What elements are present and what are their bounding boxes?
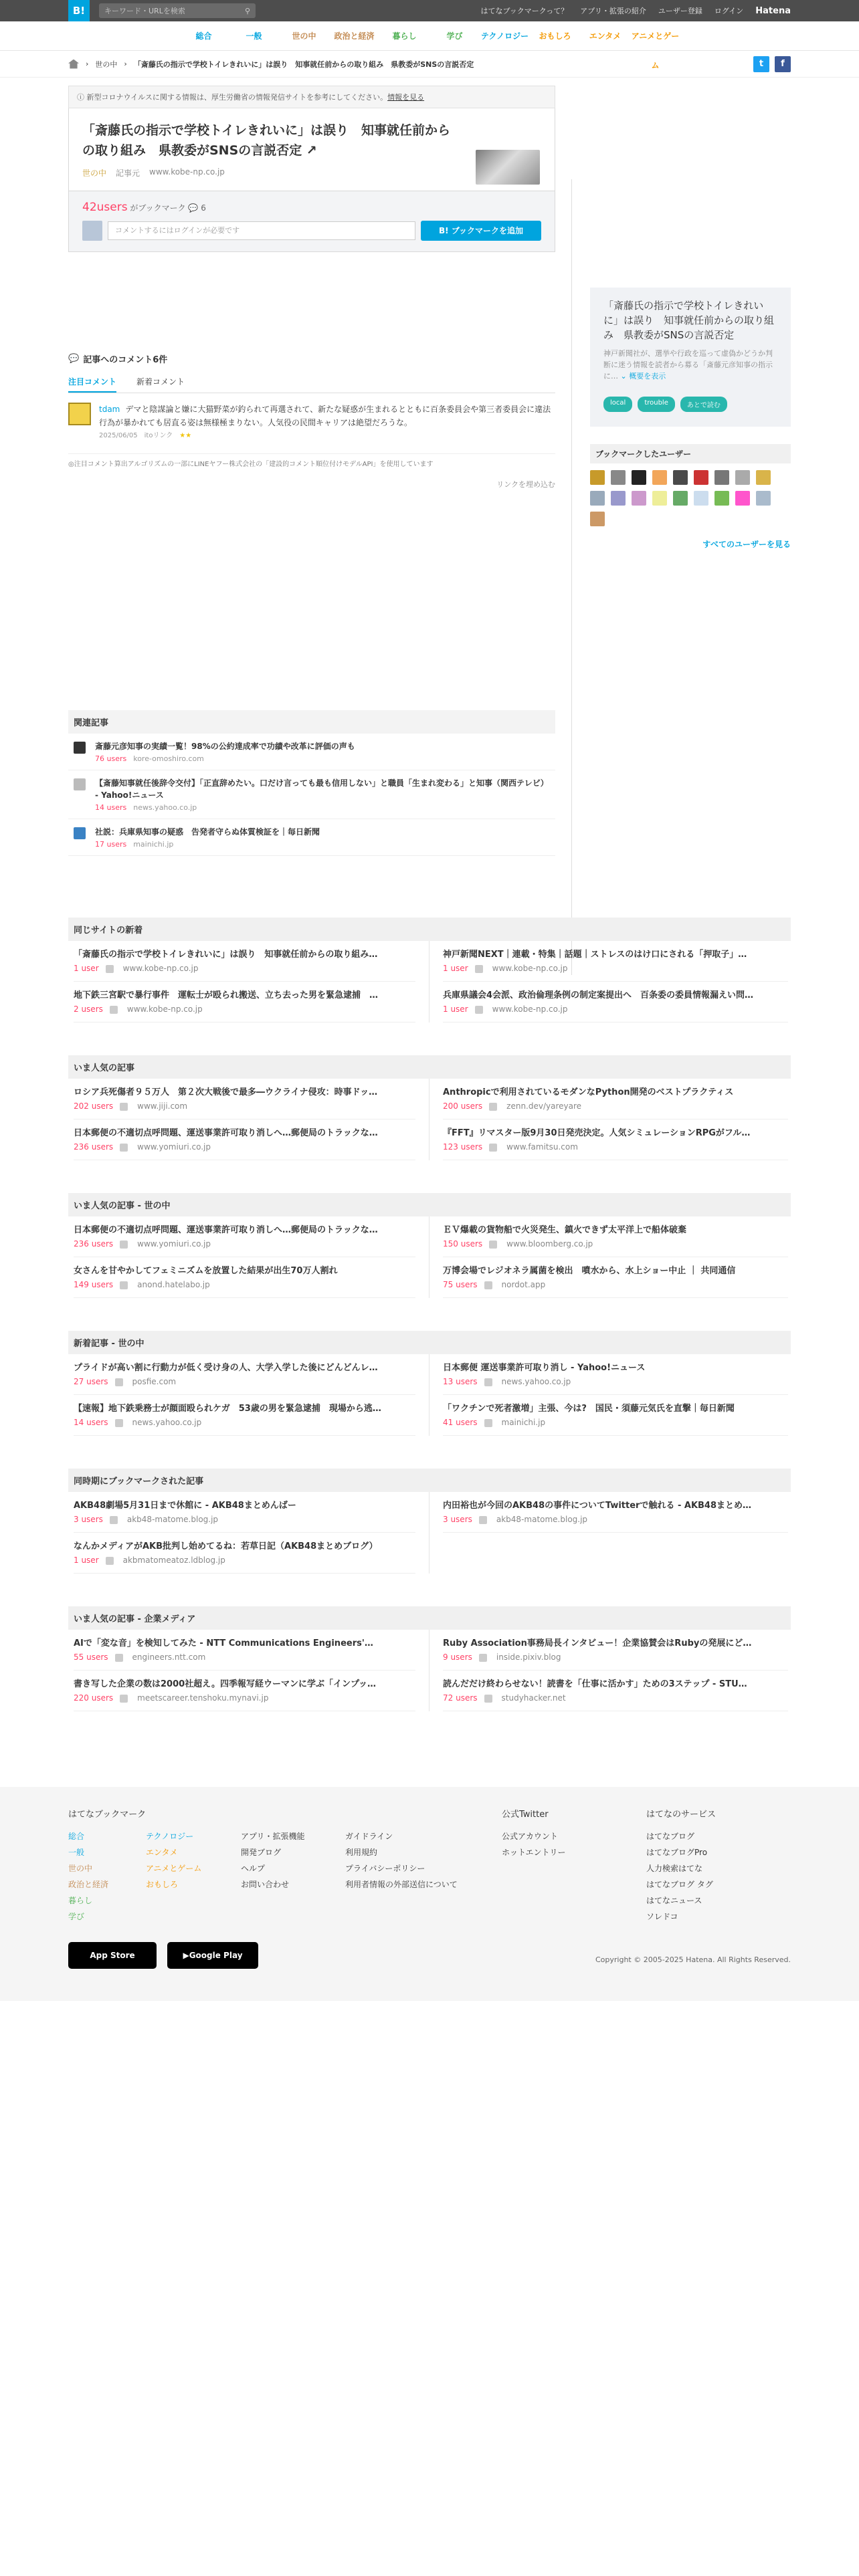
related-users[interactable]: 76 users	[95, 754, 127, 763]
article-title[interactable]: 【速報】地下鉄乗務士が顔面殴られケガ 53歳の男を緊急逮捕 現場から逃…	[74, 1404, 381, 1414]
section-title: 新着記事 - 世の中	[68, 1331, 791, 1354]
favicon-icon	[120, 1144, 128, 1152]
user-avatar[interactable]	[590, 491, 605, 506]
article-domain[interactable]	[479, 1652, 561, 1662]
favicon-icon	[475, 965, 483, 973]
article-item	[443, 1216, 788, 1257]
domain-text: meetscareer.tenshoku.mynavi.jp	[137, 1693, 269, 1703]
section-block	[68, 1193, 791, 1298]
article-item	[74, 1257, 415, 1298]
entry-category[interactable]: 世の中	[82, 169, 107, 178]
twitter-link[interactable]: 公式アカウント	[502, 1832, 558, 1841]
article-domain[interactable]	[115, 1418, 202, 1427]
nav-item[interactable]: 総合	[195, 31, 212, 41]
comment-item	[68, 403, 555, 443]
search-icon[interactable]: ⚲	[244, 6, 250, 15]
article-title[interactable]: AKB48劇場5月31日まで休館に - AKB48まとめんばー	[74, 1501, 296, 1511]
entry-source-label: 記事元	[116, 169, 140, 178]
favicon-icon	[115, 1654, 123, 1662]
footer-link[interactable]: 学び	[68, 1912, 85, 1921]
user-avatar[interactable]	[632, 470, 646, 485]
article-title[interactable]: 兵庫県議会4会派、政治倫理条例の制定案提出へ 百条委の委員情報漏えい問…	[443, 990, 754, 1000]
article-users[interactable]: 150 users	[443, 1239, 483, 1249]
article-users[interactable]: 1 user	[443, 1004, 468, 1014]
service-link[interactable]: はてなブログ	[646, 1832, 695, 1841]
favicon-icon	[484, 1281, 492, 1289]
favicon-icon	[479, 1654, 487, 1662]
chevron-right-icon: ›	[124, 60, 127, 68]
chevron-right-icon: ›	[86, 60, 89, 68]
related-list	[68, 734, 555, 856]
nav-item[interactable]: 世の中	[292, 31, 316, 41]
footer-link[interactable]: 世の中	[68, 1864, 93, 1873]
article-title[interactable]: 読んだだけ終わらせない！読書を「仕事に活かす」ための3ステップ - STU…	[443, 1679, 747, 1689]
nav-item[interactable]: エンタメ	[589, 31, 622, 41]
entry-card	[68, 108, 555, 191]
article-users[interactable]: 9 users	[443, 1652, 472, 1662]
footer-link[interactable]: お問い合わせ	[241, 1880, 290, 1889]
external-link-icon[interactable]: ↗	[306, 143, 317, 158]
comment-text: デマと陰謀論と嫌に大猫野菜が釣られて再選されて、新たな疑惑が生まれるとともに百条委員会や第三者委員会に違法行為が暴かれても居直る姿は無様極まりない。人気役の民間キャリアは絶望だろうな。	[99, 405, 551, 427]
domain-text: www.kobe-np.co.jp	[126, 1004, 203, 1014]
article-users[interactable]: 14 users	[74, 1418, 108, 1427]
article-users[interactable]: 55 users	[74, 1652, 108, 1662]
article-users[interactable]: 3 users	[74, 1515, 103, 1524]
home-icon[interactable]	[68, 60, 79, 69]
service-link[interactable]: はてなブログ タグ	[646, 1880, 713, 1889]
expand-summary[interactable]: ⌄ 概要を表示	[620, 372, 666, 381]
article-users[interactable]: 200 users	[443, 1101, 483, 1111]
favicon-icon	[110, 1516, 118, 1524]
article-users[interactable]: 13 users	[443, 1377, 478, 1386]
hatena-logo[interactable]: Hatena	[755, 5, 791, 16]
favicon-icon	[110, 1006, 118, 1014]
article-users[interactable]: 149 users	[74, 1280, 114, 1289]
footer-link[interactable]: エンタメ	[146, 1848, 178, 1857]
footer	[0, 1787, 859, 2001]
related-item[interactable]	[68, 819, 555, 856]
article-domain[interactable]	[106, 1555, 225, 1565]
domain-text: zenn.dev/yareyare	[506, 1101, 582, 1111]
article-item	[74, 1079, 415, 1119]
signup-link[interactable]: ユーザー登録	[658, 7, 702, 15]
entry-thumbnail[interactable]	[476, 150, 540, 185]
favicon-icon	[489, 1103, 497, 1111]
article-title[interactable]: Ruby Association事務局長インタビュー！企業協賛会はRubyの発展にど…	[443, 1638, 752, 1648]
login-link[interactable]: ログイン	[714, 7, 744, 15]
domain-text: mainichi.jp	[501, 1418, 546, 1427]
comment-count: 6	[201, 203, 206, 213]
domain-text: www.famitsu.com	[506, 1142, 578, 1152]
domain-text: anond.hatelabo.jp	[137, 1280, 210, 1289]
user-avatar[interactable]	[652, 491, 667, 506]
user-avatar[interactable]	[590, 470, 605, 485]
favicon-icon	[106, 965, 114, 973]
comment-icon: 💬	[188, 203, 199, 213]
hatebu-logo[interactable]: B!	[68, 0, 90, 21]
article-title[interactable]: ＥＶ爆載の貨物船で火災発生、鎮火できず太平洋上で船体破棄	[443, 1225, 687, 1235]
article-users[interactable]: 1 user	[74, 964, 99, 973]
user-avatar[interactable]	[673, 491, 688, 506]
nav-item[interactable]: 政治と経済	[334, 31, 375, 41]
footer-link[interactable]: アプリ・拡張機能	[241, 1832, 305, 1841]
breadcrumb-title: 「斎藤氏の指示で学校トイレきれいに」は誤り 知事就任前からの取り組み 県教委がSNSの言説否定	[133, 60, 474, 69]
domain-text: www.yomiuri.co.jp	[137, 1239, 211, 1249]
footer-link[interactable]: おもしろ	[146, 1880, 179, 1889]
related-domain[interactable]: kore-omoshiro.com	[133, 754, 204, 763]
article-title[interactable]: 「ワクチンで死者激増」主張、今は? 国民・須藤元気氏を直撃｜毎日新聞	[443, 1404, 735, 1414]
bookmarked-users-title: ブックマークしたユーザー	[590, 444, 791, 463]
user-avatar[interactable]	[590, 512, 605, 526]
footer-link[interactable]: 暮らし	[68, 1896, 93, 1905]
article-title[interactable]: なんかメディアがAKB批判し始めてるね：若草日記（AKB48まとめブログ）	[74, 1541, 378, 1551]
domain-text: akb48-matome.blog.jp	[496, 1515, 588, 1524]
breadcrumb	[0, 51, 859, 78]
article-domain[interactable]	[489, 1101, 581, 1111]
favicon-icon	[484, 1419, 492, 1427]
comment-user[interactable]: tdam	[99, 405, 120, 414]
footer-link[interactable]: 利用者情報の外部送信について	[345, 1880, 458, 1889]
tag-local[interactable]: local	[603, 397, 632, 412]
service-link[interactable]: はてなニュース	[646, 1896, 702, 1905]
article-users[interactable]: 220 users	[74, 1693, 114, 1703]
article-users[interactable]: 123 users	[443, 1142, 483, 1152]
article-domain[interactable]	[484, 1693, 566, 1703]
article-title[interactable]: 日本郵便の不適切点呼問題、運送事業許可取り消しへ…郵便局のトラックな…	[74, 1128, 378, 1138]
article-title[interactable]: 日本郵便の不適切点呼問題、運送事業許可取り消しへ…郵便局のトラックな…	[74, 1225, 378, 1235]
section-title: 同時期にブックマークされた記事	[68, 1469, 791, 1492]
user-avatar[interactable]	[611, 470, 626, 485]
article-domain[interactable]	[475, 964, 568, 973]
article-users[interactable]: 41 users	[443, 1418, 478, 1427]
related-title-link[interactable]: 社説：兵庫県知事の疑惑 告発者守らぬ体質検証を｜毎日新聞	[95, 827, 320, 837]
favicon-icon	[489, 1144, 497, 1152]
twitter-share-icon[interactable]: t	[753, 56, 769, 72]
article-domain[interactable]	[475, 1004, 568, 1014]
section-title: 同じサイトの新着	[68, 918, 791, 941]
article-icon	[74, 778, 86, 790]
footer-link[interactable]: 総合	[68, 1832, 85, 1841]
user-avatar[interactable]	[714, 470, 729, 485]
article-domain[interactable]	[489, 1239, 593, 1249]
article-item	[443, 1257, 788, 1298]
related-domain[interactable]: mainichi.jp	[133, 840, 174, 849]
related-title-link[interactable]: 【斎藤知事就任後辞令交付】「正直辞めたい。口だけ言っても最も信用しない」と職員「生まれ変わる」と知事（関西テレビ） - Yahoo!ニュース	[95, 778, 549, 800]
article-domain[interactable]	[120, 1101, 187, 1111]
top-bar	[0, 0, 859, 21]
service-link[interactable]: ソレドコ	[646, 1912, 678, 1921]
twitter-title: 公式Twitter	[502, 1810, 549, 1820]
nav-item[interactable]: アニメとゲーム	[631, 31, 680, 70]
related-domain[interactable]: news.yahoo.co.jp	[133, 803, 197, 812]
nav-item[interactable]: 一般	[246, 31, 262, 41]
section-block	[68, 1055, 791, 1160]
article-item	[443, 1630, 788, 1671]
domain-text: nordot.app	[501, 1280, 546, 1289]
domain-text: www.kobe-np.co.jp	[492, 1004, 568, 1014]
footer-link[interactable]: ガイドライン	[345, 1832, 393, 1841]
article-item	[74, 1119, 415, 1160]
article-title[interactable]: 女さんを甘やかしてフェミニズムを放置した結果が出生70万人割れ	[74, 1266, 338, 1276]
chevron-down-icon: ⌄	[620, 372, 630, 381]
footer-link[interactable]: テクノロジー	[146, 1832, 194, 1841]
section-title: いま人気の記事	[68, 1055, 791, 1079]
covid-notice: ⓘ 新型コロナウイルスに関する情報は、厚生労働省の情報発信サイトを参考にしてください。情報を見る	[68, 86, 555, 108]
article-domain[interactable]	[484, 1418, 546, 1427]
article-users[interactable]: 236 users	[74, 1142, 114, 1152]
user-avatar[interactable]	[756, 470, 771, 485]
related-users[interactable]: 17 users	[95, 840, 127, 849]
article-title[interactable]: 地下鉄三宮駅で暴行事件 運転士が殴られ搬送、立ち去った男を緊急逮捕 …	[74, 990, 379, 1000]
section-block	[68, 1469, 791, 1574]
play-icon: ▶	[183, 1951, 189, 1960]
side-summary	[590, 288, 791, 427]
article-item	[443, 1492, 788, 1533]
side-title[interactable]: 「斎藤氏の指示で学校トイレきれいに」は誤り 知事就任前からの取り組み 県教委がSNSの言説否定	[603, 300, 775, 341]
favicon-icon	[489, 1241, 497, 1249]
about-link[interactable]: はてなブックマークって？	[480, 7, 569, 15]
favicon-icon	[115, 1378, 123, 1386]
comment-input[interactable]: コメントするにはログインが必要です	[108, 221, 415, 240]
user-avatar[interactable]	[673, 470, 688, 485]
article-domain[interactable]	[120, 1280, 210, 1289]
nav-item[interactable]: テクノロジー	[480, 31, 529, 41]
breadcrumb-category[interactable]: 世の中	[95, 60, 118, 69]
section-block	[68, 1606, 791, 1711]
domain-text: www.kobe-np.co.jp	[492, 964, 568, 973]
domain-text: engineers.ntt.com	[132, 1652, 206, 1662]
article-title[interactable]: プライドが高い割に行動力が低く受け身の人、大学入学した後にどんどんレ…	[74, 1363, 378, 1373]
tag-trouble[interactable]: trouble	[638, 397, 675, 412]
section-block	[68, 918, 791, 1023]
article-domain[interactable]	[489, 1142, 578, 1152]
domain-text: akbmatomeatoz.ldblog.jp	[122, 1555, 225, 1565]
article-users[interactable]: 2 users	[74, 1004, 103, 1014]
footer-link[interactable]: 政治と経済	[68, 1880, 109, 1889]
nav-item[interactable]: おもしろ	[539, 31, 571, 41]
entry-title[interactable]: 「斎藤氏の指示で学校トイレきれいに」は誤り 知事就任前からの取り組み 県教委がSNSの言説否定	[82, 123, 451, 158]
article-title[interactable]: 書き写した企業の数は2000社超え。四季報写経ウーマンに学ぶ「インプッ…	[74, 1679, 377, 1689]
domain-text: www.bloomberg.co.jp	[506, 1239, 593, 1249]
bookmark-icon: B!	[439, 226, 452, 235]
domain-text: news.yahoo.co.jp	[132, 1418, 202, 1427]
comments-title: 記事へのコメント6件	[83, 355, 168, 365]
nav-item[interactable]: 学び	[446, 31, 463, 41]
article-title[interactable]: AIで「変な音」を検知してみた - NTT Communications Engineers'…	[74, 1638, 373, 1648]
user-avatar[interactable]	[735, 470, 750, 485]
user-avatars	[590, 470, 791, 526]
google-play-button[interactable]: ▶ Google Play	[167, 1942, 258, 1969]
article-item	[74, 1354, 415, 1395]
related-title: 関連記事	[68, 710, 555, 734]
favicon-icon	[115, 1419, 123, 1427]
article-title[interactable]: 日本郵便 運送事業許可取り消し - Yahoo!ニュース	[443, 1363, 646, 1373]
footer-link[interactable]: ヘルプ	[241, 1864, 266, 1873]
user-avatar[interactable]	[735, 491, 750, 506]
favicon-icon	[475, 1006, 483, 1014]
article-domain[interactable]	[115, 1377, 177, 1386]
article-item	[74, 1395, 415, 1436]
article-item	[74, 1533, 415, 1574]
article-users[interactable]: 75 users	[443, 1280, 478, 1289]
facebook-share-icon[interactable]: f	[775, 56, 791, 72]
article-item	[443, 1354, 788, 1395]
footer-link[interactable]: 一般	[68, 1848, 85, 1857]
domain-text: inside.pixiv.blog	[496, 1652, 561, 1662]
article-domain[interactable]	[115, 1652, 206, 1662]
favicon-icon	[484, 1695, 492, 1703]
article-item	[74, 1630, 415, 1671]
favicon-icon	[484, 1378, 492, 1386]
side-summary-text: 神戸新聞社が、選挙や行政を巡って虚偽かどうか判断に迷う情報を読者から募る「斎藤元彦知事の指示に…	[603, 349, 773, 381]
domain-text: news.yahoo.co.jp	[501, 1377, 571, 1386]
article-item	[443, 1119, 788, 1160]
apps-link[interactable]: アプリ・拡張の紹介	[580, 7, 646, 15]
user-avatar[interactable]	[694, 491, 708, 506]
related-item[interactable]	[68, 734, 555, 770]
embed-link[interactable]: リンクを埋め込む	[496, 480, 555, 489]
article-title[interactable]: 内田裕也が今回のAKB48の事件についてTwitterで触れる - AKB48まとめ…	[443, 1501, 752, 1511]
section-title: いま人気の記事 - 企業メディア	[68, 1606, 791, 1630]
related-title-link[interactable]: 斎藤元彦知事の実績一覧！98%の公約達成率で功績や改革に評価の声も	[95, 742, 355, 751]
article-domain[interactable]	[120, 1693, 268, 1703]
article-domain[interactable]	[484, 1280, 546, 1289]
article-item	[74, 1216, 415, 1257]
section-title: いま人気の記事 - 世の中	[68, 1193, 791, 1216]
article-item	[443, 941, 788, 982]
related-users[interactable]: 14 users	[95, 803, 127, 812]
favicon-icon	[479, 1516, 487, 1524]
related-item[interactable]	[68, 770, 555, 819]
favicon-icon	[120, 1241, 128, 1249]
article-domain[interactable]	[120, 1239, 211, 1249]
article-icon	[74, 827, 86, 839]
user-avatar[interactable]	[611, 491, 626, 506]
comment-date[interactable]: 2025/06/05	[99, 432, 138, 439]
services-title: はてなのサービス	[646, 1810, 717, 1820]
article-users[interactable]: 27 users	[74, 1377, 108, 1386]
domain-text: akb48-matome.blog.jp	[126, 1515, 219, 1524]
bookmark-users[interactable]: 42users	[82, 201, 128, 214]
search-input[interactable]: キーワード・URLを検索 ⚲	[99, 3, 256, 18]
user-avatar[interactable]	[756, 491, 771, 506]
article-icon	[74, 742, 86, 754]
add-bookmark-button[interactable]: B! ブックマークを追加	[421, 221, 541, 241]
article-users[interactable]: 1 user	[443, 964, 468, 973]
entry-domain[interactable]: www.kobe-np.co.jp	[149, 167, 225, 177]
article-item	[74, 941, 415, 982]
user-avatar[interactable]	[632, 491, 646, 506]
article-users[interactable]: 202 users	[74, 1101, 114, 1111]
algorithm-note: ◎注目コメント算出アルゴリズムの一部にLINEヤフー株式会社の「建設的コメント順位付けモデルAPI」を使用しています	[68, 453, 555, 468]
article-users[interactable]: 72 users	[443, 1693, 478, 1703]
comments-icon: 💬	[68, 354, 80, 364]
article-item	[74, 1671, 415, 1711]
favicon-icon	[106, 1557, 114, 1565]
user-avatar[interactable]	[694, 470, 708, 485]
article-title[interactable]: 万博会場でレジオネラ属菌を検出 噴水から、水上ショー中止 ｜ 共同通信	[443, 1266, 736, 1276]
favicon-icon	[120, 1695, 128, 1703]
article-users[interactable]: 236 users	[74, 1239, 114, 1249]
article-item	[443, 1671, 788, 1711]
article-domain[interactable]	[479, 1515, 587, 1524]
guest-avatar	[82, 221, 102, 241]
article-title[interactable]: 神戸新聞NEXT｜連載・特集｜話題｜ストレスのはけ口にされる「押取子」…	[443, 950, 747, 960]
article-title[interactable]: ロシア兵死傷者９５万人 第２次大戦後で最多―ウクライナ侵攻：時事ドッ…	[74, 1087, 378, 1097]
see-all-users[interactable]: すべてのユーザーを見る	[702, 540, 791, 549]
bookmark-box: 42users がブックマーク 💬 6 コメントするにはログインが必要です B! ブックマークを追加	[68, 191, 555, 252]
article-domain[interactable]	[484, 1377, 571, 1386]
tab-popular-comments[interactable]: 注目コメント	[68, 372, 116, 393]
article-item	[74, 1492, 415, 1533]
tag-read-later[interactable]: あとで読む	[680, 397, 727, 412]
article-item	[443, 1395, 788, 1436]
column-divider	[571, 179, 572, 975]
notice-link[interactable]: 情報を見る	[387, 93, 425, 102]
domain-text: www.yomiuri.co.jp	[137, 1142, 211, 1152]
twitter-link[interactable]: ホットエントリー	[502, 1848, 566, 1857]
user-avatar[interactable]	[714, 491, 729, 506]
section-block	[68, 1331, 791, 1436]
user-avatar[interactable]	[68, 403, 91, 425]
comment-link[interactable]: itoリンク	[144, 432, 173, 439]
domain-text: www.kobe-np.co.jp	[122, 964, 199, 973]
star-icon[interactable]: ★★	[179, 432, 192, 439]
article-domain[interactable]	[120, 1142, 211, 1152]
footer-link[interactable]: アニメとゲーム	[146, 1864, 202, 1873]
article-item	[443, 1079, 788, 1119]
article-title[interactable]: Anthropicで利用されているモダンなPython開発のベストプラクティス	[443, 1087, 734, 1097]
app-store-button[interactable]: App Store	[68, 1942, 157, 1969]
article-title[interactable]: 『FFT』リマスター版9月30日発売決定。人気シミュレーションRPGがフル…	[443, 1128, 751, 1138]
domain-text: posfie.com	[132, 1377, 177, 1386]
favicon-icon	[120, 1281, 128, 1289]
info-icon: ⓘ	[77, 93, 87, 102]
article-domain[interactable]	[106, 964, 199, 973]
tab-new-comments[interactable]: 新着コメント	[136, 377, 185, 387]
article-item	[74, 982, 415, 1023]
article-title[interactable]: 「斎藤氏の指示で学校トイレきれいに」は誤り 知事就任前からの取り組み…	[74, 950, 378, 960]
article-domain[interactable]	[110, 1004, 203, 1014]
nav-item[interactable]: 暮らし	[392, 31, 417, 41]
copyright: Copyright © 2005-2025 Hatena. All Rights Reserved.	[595, 1955, 791, 1964]
domain-text: studyhacker.net	[501, 1693, 566, 1703]
footer-link[interactable]: プライバシーポリシー	[345, 1864, 425, 1873]
footer-link[interactable]: 利用規約	[345, 1848, 378, 1857]
user-avatar[interactable]	[652, 470, 667, 485]
service-link[interactable]: はてなブログPro	[646, 1848, 708, 1857]
article-domain[interactable]	[110, 1515, 218, 1524]
article-users[interactable]: 3 users	[443, 1515, 472, 1524]
service-link[interactable]: 人力検索はてな	[646, 1864, 703, 1873]
article-item	[443, 982, 788, 1023]
footer-link[interactable]: 開発ブログ	[241, 1848, 282, 1857]
favicon-icon	[120, 1103, 128, 1111]
domain-text: www.jiji.com	[137, 1101, 188, 1111]
footer-title: はてなブックマーク	[68, 1810, 147, 1820]
article-users[interactable]: 1 user	[74, 1555, 99, 1565]
